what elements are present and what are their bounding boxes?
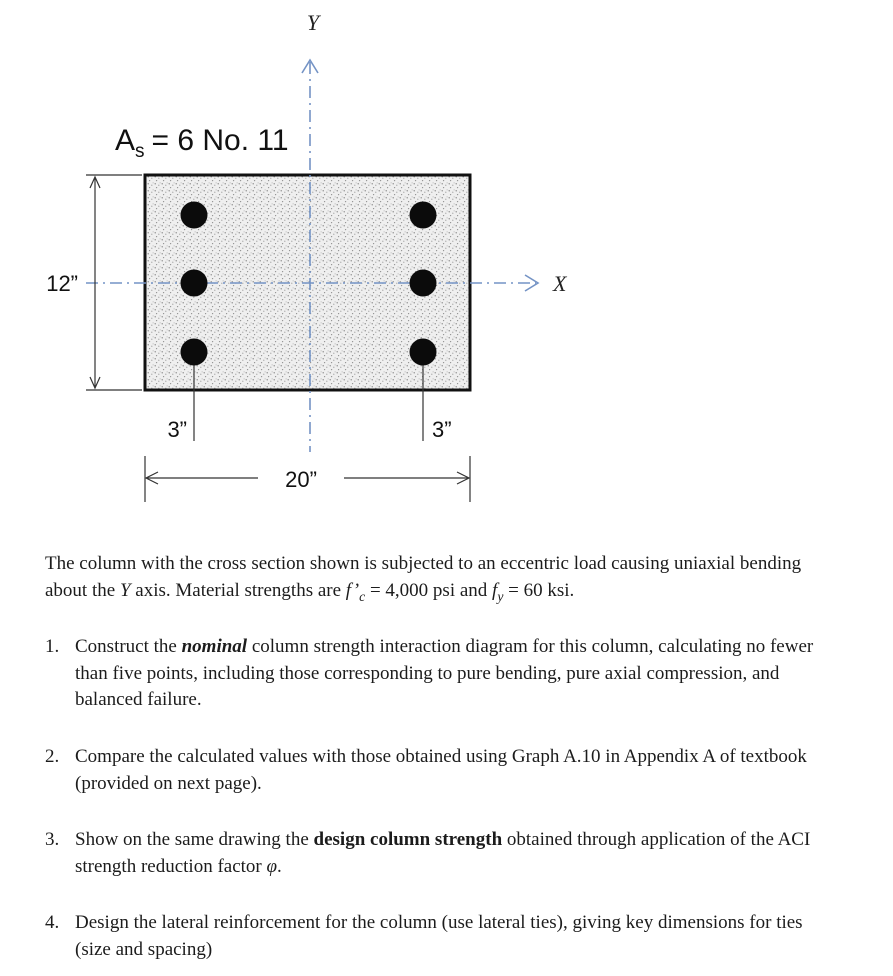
rebar-dot-top-right bbox=[410, 202, 437, 229]
item-1-emphasis: nominal bbox=[181, 636, 248, 658]
height-dim-label: 12” bbox=[46, 271, 78, 296]
task-item-1 bbox=[45, 634, 827, 714]
task-item-2 bbox=[45, 744, 827, 797]
as-value: = 6 No. 11 bbox=[151, 124, 289, 157]
intro-seg1: The column with the cross section shown is subjected to an eccentric load causing uniaxial bending about the bbox=[45, 553, 802, 601]
item-2-number: 2. bbox=[45, 745, 60, 767]
item-4-text bbox=[75, 910, 823, 963]
item-3-emphasis: design column strength bbox=[313, 829, 503, 851]
problem-statement bbox=[45, 551, 827, 964]
intro-seg2: axis. Material strengths are bbox=[130, 579, 346, 601]
left-cover-dim-label: 3” bbox=[167, 417, 187, 442]
item-3-seg1: Show on the same drawing the bbox=[75, 829, 314, 851]
rebar-dot-bottom-right bbox=[410, 339, 437, 366]
item-1-number: 1. bbox=[45, 636, 60, 658]
item-2-body: Compare the calculated values with those obtained using Graph A.10 in Appendix A of textbook (provided on next page). bbox=[75, 745, 807, 794]
item-3-text bbox=[75, 827, 823, 880]
fc-subscript: c bbox=[359, 588, 366, 604]
item-2-text bbox=[75, 744, 823, 797]
rebar-dot-mid-right bbox=[410, 270, 437, 297]
right-cover-dim-label: 3” bbox=[432, 417, 452, 442]
item-3-seg3: . bbox=[277, 855, 282, 877]
item-4-number: 4. bbox=[45, 912, 60, 934]
intro-seg3: = 4,000 psi and bbox=[365, 579, 493, 601]
intro-paragraph bbox=[45, 551, 813, 604]
fy-symbol: f bbox=[492, 579, 498, 601]
fc-symbol: f’ bbox=[345, 579, 360, 601]
item-3-seg2: obtained through application of the ACI strength reduction factor bbox=[75, 829, 811, 877]
item-1-seg1: Construct the bbox=[75, 636, 182, 658]
task-item-4 bbox=[45, 910, 827, 963]
item-1-text bbox=[75, 634, 823, 714]
intro-seg4: = 60 ksi. bbox=[503, 579, 575, 601]
item-4-body: Design the lateral reinforcement for the column (use lateral ties), giving key dimensions for ties (size and spacing) bbox=[75, 912, 803, 960]
rebar-dot-top-left bbox=[181, 202, 208, 229]
phi-symbol: φ bbox=[266, 855, 278, 877]
as-subscript: s bbox=[135, 141, 145, 162]
rebar-dot-mid-left bbox=[181, 270, 208, 297]
y-axis-reference: Y bbox=[119, 579, 131, 601]
width-dim-label: 20” bbox=[285, 467, 317, 492]
as-symbol: A bbox=[115, 124, 136, 157]
reinforcement-label bbox=[115, 124, 289, 162]
task-item-3 bbox=[45, 827, 827, 880]
item-3-number: 3. bbox=[45, 829, 60, 851]
rebar-dot-bottom-left bbox=[181, 339, 208, 366]
fy-subscript: y bbox=[497, 588, 504, 604]
item-1-seg2: column strength interaction diagram for this column, calculating no fewer than five points, including those corresponding to pure bending, pure axial compression, and balanced failure. bbox=[75, 636, 814, 711]
y-axis-label: Y bbox=[306, 10, 320, 35]
x-axis-label: X bbox=[553, 271, 567, 296]
